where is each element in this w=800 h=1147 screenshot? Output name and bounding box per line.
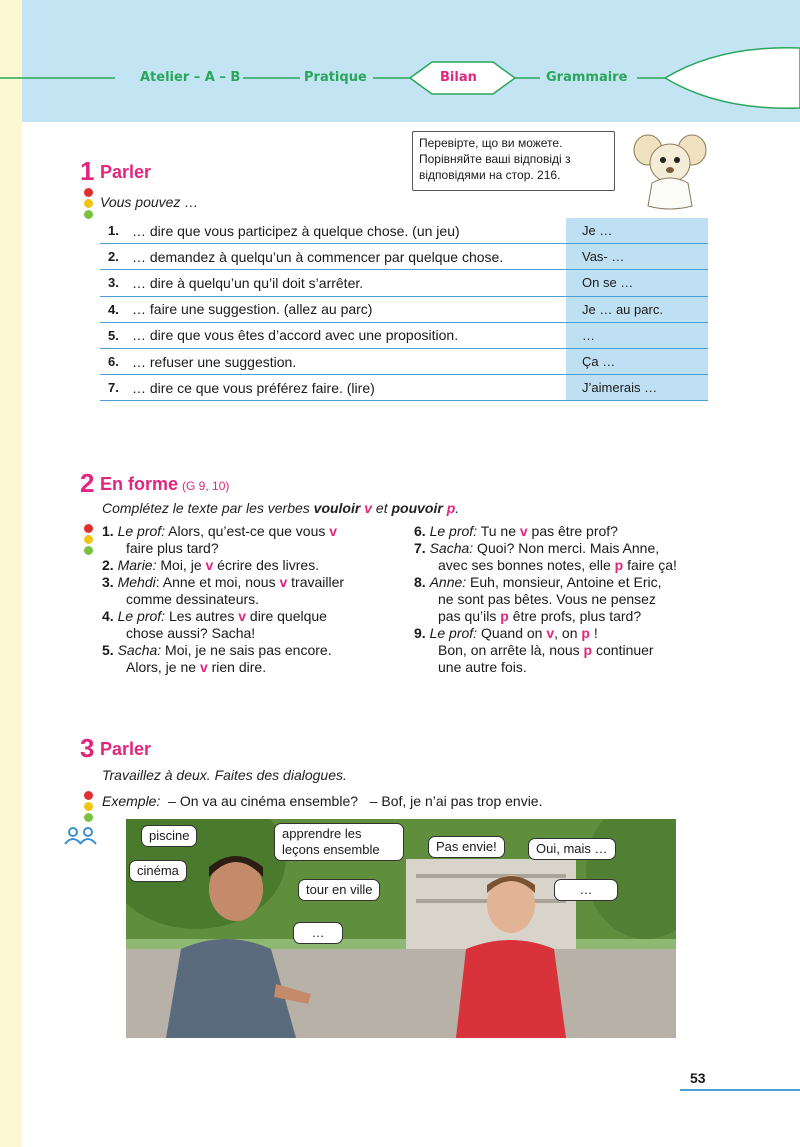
bubble-pas-envie: Pas envie!	[428, 836, 505, 858]
answer-cell: J’aimerais …	[566, 375, 708, 400]
table-row: 4. … faire une suggestion. (allez au parc) Je … au parc.	[100, 297, 708, 323]
mascot-mouse-icon	[630, 128, 710, 213]
dialogue-photo	[126, 819, 676, 1038]
section2-instruction: Complétez le texte par les verbes vouloir v et pouvoir p.	[102, 500, 460, 516]
nav-track	[0, 40, 800, 120]
table-row: 7. … dire ce que vous préférez faire. (lire) J’aimerais …	[100, 375, 708, 401]
answer-cell: Vas- …	[566, 244, 708, 269]
section1-table	[100, 218, 708, 401]
section2-title: En forme (G 9, 10)	[100, 474, 230, 494]
bubble-oui-mais: Oui, mais …	[528, 838, 616, 860]
callout-text: Перевірте, що ви можете. Порівняйте ваші відповіді з відповідями на стор. 216.	[419, 136, 571, 182]
bubble-piscine: piscine	[141, 825, 197, 847]
answer-cell: On se …	[566, 270, 708, 295]
difficulty-dots	[84, 524, 94, 557]
instruction-callout	[412, 131, 615, 191]
section2-number: 2	[80, 468, 95, 498]
nav-bilan[interactable]: Bilan	[440, 70, 477, 85]
page-number: 53	[690, 1070, 706, 1086]
bubble-dots-right: …	[554, 879, 618, 901]
answer-cell: Ça …	[566, 349, 708, 374]
bubble-dots-left: …	[293, 922, 343, 944]
section1-number: 1	[80, 156, 95, 186]
pair-work-icon	[64, 826, 98, 846]
difficulty-dots	[84, 791, 94, 824]
section1-intro: Vous pouvez …	[100, 194, 199, 210]
table-row: 2. … demandez à quelqu’un à commencer par quelque chose. Vas- …	[100, 244, 708, 270]
bubble-tour: tour en ville	[298, 879, 380, 901]
table-row: 3. … dire à quelqu’un qu’il doit s’arrêter. On se …	[100, 270, 708, 296]
nav-grammaire[interactable]: Grammaire	[546, 70, 628, 85]
nav-pratique[interactable]: Pratique	[304, 70, 367, 85]
answer-cell: Je …	[566, 218, 708, 243]
section1-title: Parler	[100, 162, 152, 182]
left-margin-strip	[0, 0, 22, 1147]
section3-number: 3	[80, 733, 95, 763]
page-rule	[680, 1089, 800, 1091]
exercise2-left-column: 1. Le prof: Alors, qu’est-ce que vous v faire plus tard? 2. Marie: Moi, je v écrire des livres. 3. Mehdi: Anne et moi, nous v travailler comme dessinateurs. 4. Le prof: Les autres v dire quelque chose aussi? Sacha! 5. Sacha: Moi, je ne sais pas encore. Alors, je ne v rien dire.	[102, 523, 345, 675]
answer-cell: …	[566, 323, 708, 348]
section3-title: Parler	[100, 739, 152, 759]
table-row: 6. … refuser une suggestion. Ça …	[100, 349, 708, 375]
bubble-apprendre: apprendre les leçons ensemble	[274, 823, 404, 861]
exercise2-right-column: 6. Le prof: Tu ne v pas être prof? 7. Sacha: Quoi? Non merci. Mais Anne, avec ses bonnes notes, elle p faire ça! 8. Anne: Euh, monsieur, Antoine et Eric, ne sont pas bêtes. Vous ne pensez pas qu’ils p être profs, plus tard? 9. Le prof: Quand on v, on p ! Bon, on arrête là, nous p continuer une autre fois.	[414, 523, 677, 675]
section3-example: Exemple: – On va au cinéma ensemble? – Bof, je n’ai pas trop envie.	[102, 793, 543, 809]
nav-atelier[interactable]: Atelier – A – B	[140, 70, 241, 85]
table-row: 5. … dire que vous êtes d’accord avec une proposition. …	[100, 323, 708, 349]
difficulty-dots	[84, 188, 94, 221]
answer-cell: Je … au parc.	[566, 297, 708, 322]
section2-grammar-ref: (G 9, 10)	[182, 479, 230, 493]
section3-instruction: Travaillez à deux. Faites des dialogues.	[102, 767, 347, 783]
bubble-cinema: cinéma	[129, 860, 187, 882]
table-row: 1. … dire que vous participez à quelque chose. (un jeu) Je …	[100, 218, 708, 244]
